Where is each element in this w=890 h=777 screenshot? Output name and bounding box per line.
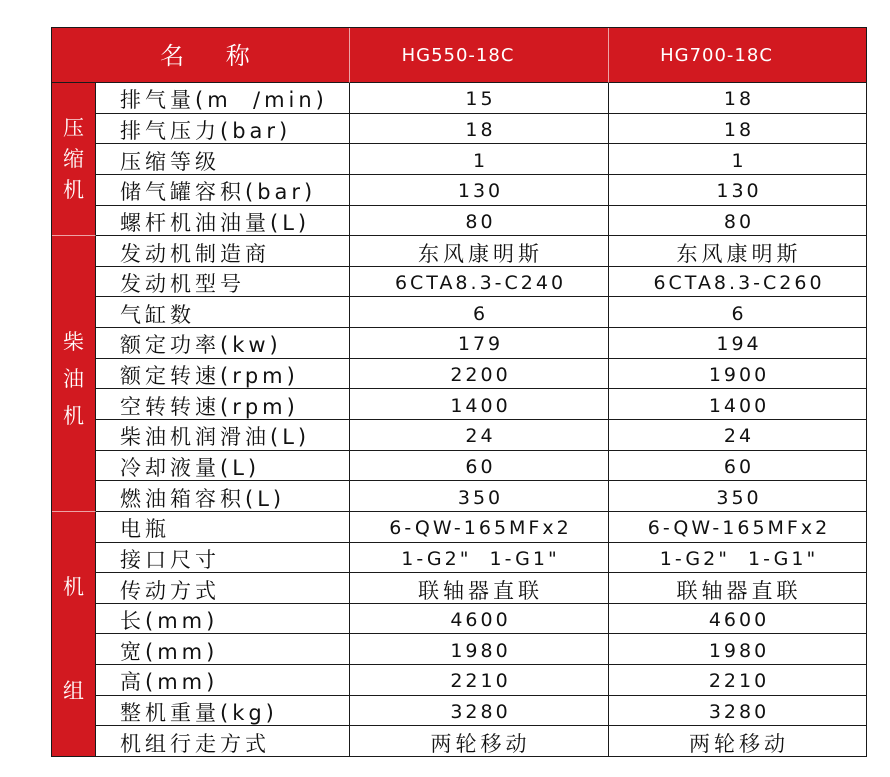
width-hg550-value: 1980 bbox=[350, 634, 609, 665]
engine-lube-oil-label: 柴油机润滑油(L) bbox=[96, 420, 350, 451]
exhaust-pressure-label: 排气压力(bar) bbox=[96, 114, 350, 145]
section-label-compressor bbox=[52, 83, 96, 236]
total-weight-hg550-value: 3280 bbox=[350, 696, 609, 727]
travel-mode-hg550-value: 两轮移动 bbox=[350, 726, 609, 757]
connection-size-hg550-value: 1-G2" 1-G1" bbox=[350, 543, 609, 574]
height-hg550-value: 2210 bbox=[350, 665, 609, 696]
fuel-tank-volume-hg550-value: 350 bbox=[350, 481, 609, 512]
battery-hg550-value: 6-QW-165MFx2 bbox=[350, 512, 609, 543]
engine-lube-oil-hg700-value: 24 bbox=[609, 420, 867, 451]
coolant-volume-hg700-value: 60 bbox=[609, 451, 867, 482]
engine-model-label: 发动机型号 bbox=[96, 267, 350, 298]
coolant-volume-hg550-value: 60 bbox=[350, 451, 609, 482]
height-label: 高(mm) bbox=[96, 665, 350, 696]
height-hg700-value: 2210 bbox=[609, 665, 867, 696]
section-label-unit bbox=[52, 512, 96, 757]
section-label-compressor-text: 压缩机 bbox=[62, 115, 84, 202]
width-hg700-value: 1980 bbox=[609, 634, 867, 665]
length-label: 长(mm) bbox=[96, 604, 350, 635]
rated-power-label: 额定功率(kw) bbox=[96, 328, 350, 359]
fuel-tank-volume-label: 燃油箱容积(L) bbox=[96, 481, 350, 512]
section-label-unit-text: 机组 bbox=[62, 574, 84, 703]
idle-speed-label: 空转转速(rpm) bbox=[96, 389, 350, 420]
compression-stage-label: 压缩等级 bbox=[96, 144, 350, 175]
spec-table bbox=[51, 27, 867, 757]
tank-volume-hg700-value: 130 bbox=[609, 175, 867, 206]
width-label: 宽(mm) bbox=[96, 634, 350, 665]
fuel-tank-volume-hg700-value: 350 bbox=[609, 481, 867, 512]
header-model-hg700-label: HG700-18C bbox=[660, 44, 773, 66]
rated-power-hg550-value: 179 bbox=[350, 328, 609, 359]
rated-speed-hg700-value: 1900 bbox=[609, 359, 867, 390]
length-hg550-value: 4600 bbox=[350, 604, 609, 635]
coolant-volume-label: 冷却液量(L) bbox=[96, 451, 350, 482]
engine-model-hg700-value: 6CTA8.3-C260 bbox=[609, 267, 867, 298]
engine-model-hg550-value: 6CTA8.3-C240 bbox=[350, 267, 609, 298]
total-weight-hg700-value: 3280 bbox=[609, 696, 867, 727]
idle-speed-hg550-value: 1400 bbox=[350, 389, 609, 420]
rated-speed-label: 额定转速(rpm) bbox=[96, 359, 350, 390]
cylinder-count-hg700-value: 6 bbox=[609, 297, 867, 328]
exhaust-pressure-hg700-value: 18 bbox=[609, 114, 867, 145]
header-model-hg550-label: HG550-18C bbox=[401, 44, 515, 66]
header-name-label: 名 称 bbox=[160, 41, 267, 70]
travel-mode-label: 机组行走方式 bbox=[96, 726, 350, 757]
section-label-diesel-engine bbox=[52, 236, 96, 512]
engine-manufacturer-hg550-value: 东风康明斯 bbox=[350, 236, 609, 267]
exhaust-volume-hg550-value: 15 bbox=[350, 83, 609, 114]
travel-mode-hg700-value: 两轮移动 bbox=[609, 726, 867, 757]
header-model-hg700 bbox=[609, 28, 867, 83]
connection-size-label: 接口尺寸 bbox=[96, 543, 350, 574]
engine-manufacturer-hg700-value: 东风康明斯 bbox=[609, 236, 867, 267]
length-hg700-value: 4600 bbox=[609, 604, 867, 635]
exhaust-pressure-hg550-value: 18 bbox=[350, 114, 609, 145]
header-model-hg550 bbox=[350, 28, 609, 83]
section-label-diesel-engine-text: 柴油机 bbox=[62, 330, 84, 429]
header-name-cell bbox=[52, 28, 350, 83]
compression-stage-hg550-value: 1 bbox=[350, 144, 609, 175]
screw-oil-volume-hg550-value: 80 bbox=[350, 206, 609, 237]
transmission-hg550-value: 联轴器直联 bbox=[350, 573, 609, 604]
cylinder-count-label: 气缸数 bbox=[96, 297, 350, 328]
cylinder-count-hg550-value: 6 bbox=[350, 297, 609, 328]
transmission-hg700-value: 联轴器直联 bbox=[609, 573, 867, 604]
connection-size-hg700-value: 1-G2" 1-G1" bbox=[609, 543, 867, 574]
battery-label: 电瓶 bbox=[96, 512, 350, 543]
exhaust-volume-hg700-value: 18 bbox=[609, 83, 867, 114]
rated-speed-hg550-value: 2200 bbox=[350, 359, 609, 390]
screw-oil-volume-label: 螺杆机油油量(L) bbox=[96, 206, 350, 237]
compression-stage-hg700-value: 1 bbox=[609, 144, 867, 175]
idle-speed-hg700-value: 1400 bbox=[609, 389, 867, 420]
battery-hg700-value: 6-QW-165MFx2 bbox=[609, 512, 867, 543]
tank-volume-label: 储气罐容积(bar) bbox=[96, 175, 350, 206]
rated-power-hg700-value: 194 bbox=[609, 328, 867, 359]
engine-manufacturer-label: 发动机制造商 bbox=[96, 236, 350, 267]
screw-oil-volume-hg700-value: 80 bbox=[609, 206, 867, 237]
total-weight-label: 整机重量(kg) bbox=[96, 696, 350, 727]
exhaust-volume-label: 排气量(m /min) bbox=[96, 83, 350, 114]
transmission-label: 传动方式 bbox=[96, 573, 350, 604]
engine-lube-oil-hg550-value: 24 bbox=[350, 420, 609, 451]
tank-volume-hg550-value: 130 bbox=[350, 175, 609, 206]
